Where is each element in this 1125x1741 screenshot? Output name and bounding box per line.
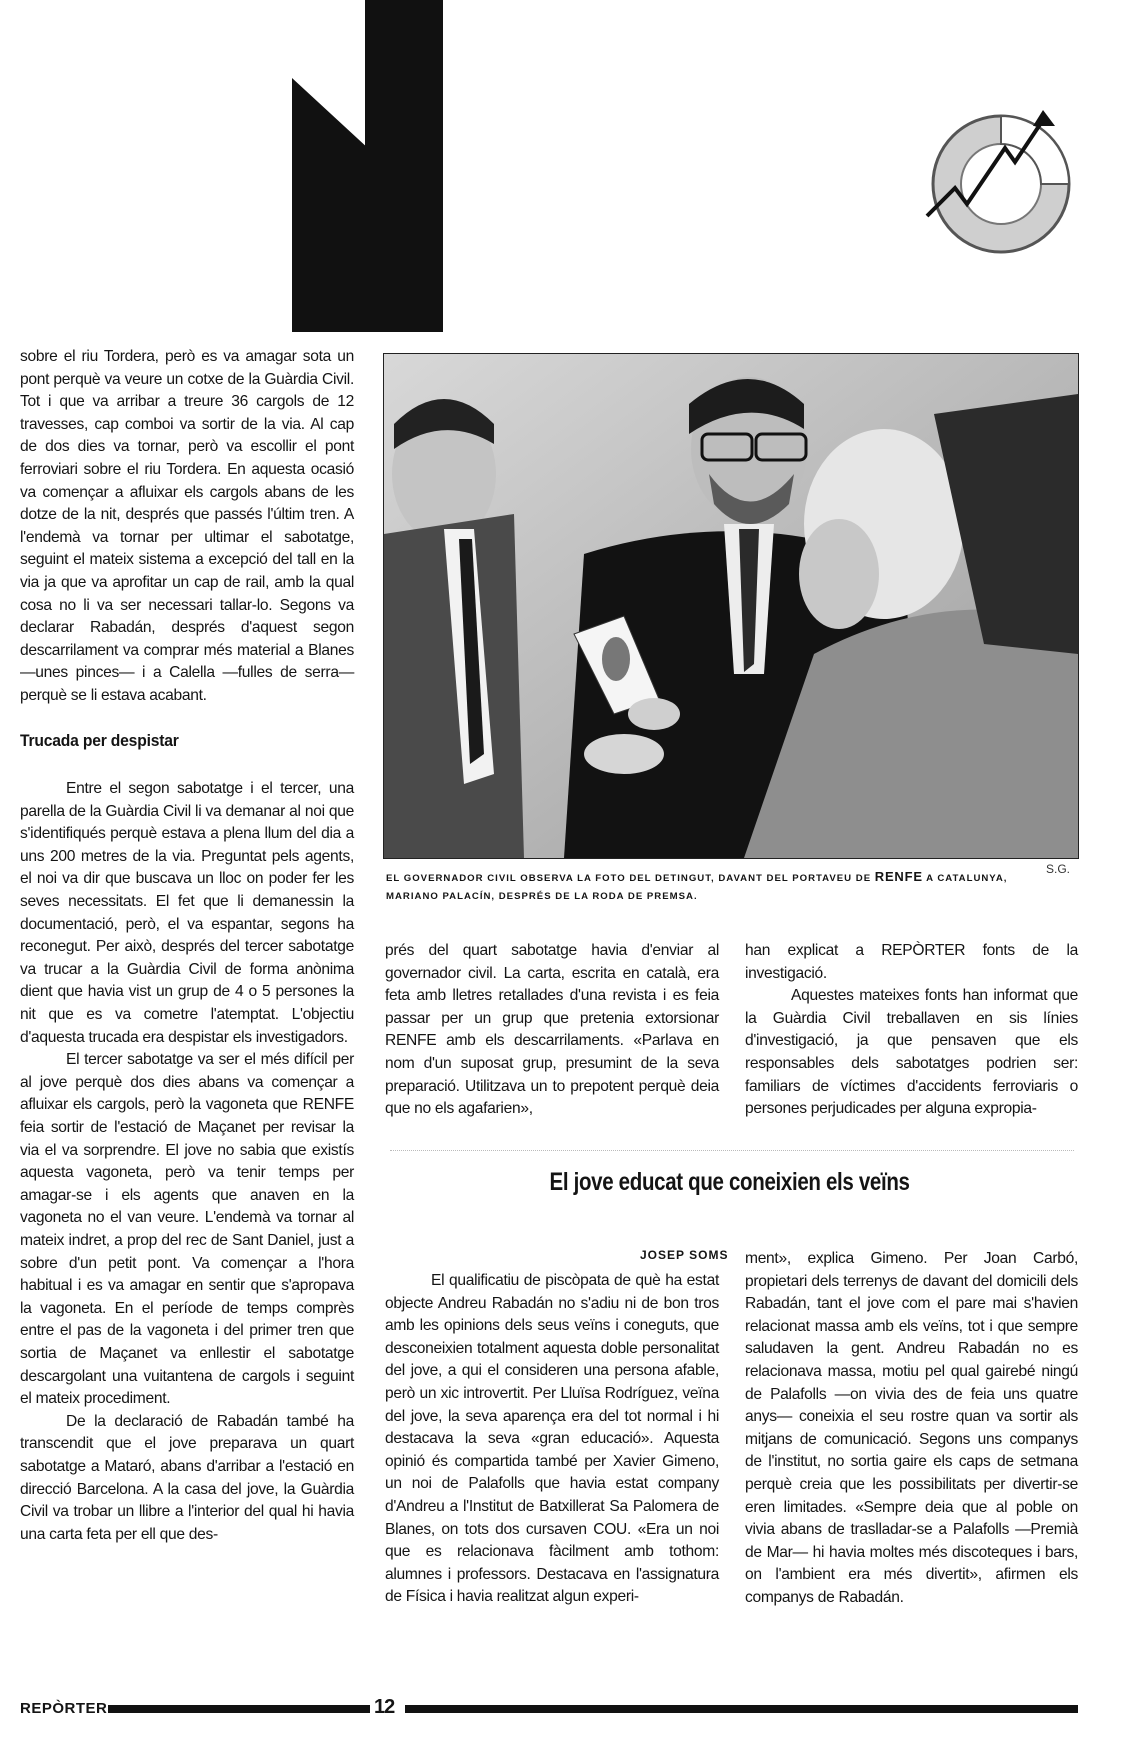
sidebar-headline [383, 1168, 1077, 1197]
sidebar-headline-text: El jove educat que coneixien els veïns [549, 1168, 911, 1196]
sidebar-column-1 [385, 1270, 719, 1609]
photo-credit: S.G. [1046, 862, 1071, 876]
article-paragraph: prés del quart sabotatge havia d'enviar al governador civil. La carta, escrita en català, era feta amb lletres retallades d'una revista i es feia passar per un grup que pretenia extorsionar RENFE amb els descarrilaments. «Parlava en nom d'un suposat grup, presumint de la seva preparació. Utilitzava un to prepotent perquè deia que no els agafarien», [385, 942, 719, 1118]
photo-caption [386, 868, 1026, 906]
article-paragraph: De la declaració de Rabadán també ha transcendit que el jove preparava un quart sabotatge a Mataró, abans d'arribar a l'estació en direcció Barcelona. A la casa del jove, la Guàrdia Civil va trobar un llibre a l'interior del qual hi havia una carta feta per ell que des- [20, 1412, 354, 1543]
article-paragraph: El tercer sabotatge va ser el més difícil per al jove perquè dos dies abans va començar a afluixar els cargols, però la vagoneta que RENFE feia sortir de l'estació de Maçanet per revisar la via el va sorprendre. El jove no sabia que existís aquesta vagoneta, però va tenir temps per amagar-se i els agents que anaven en la vagoneta no el van veure. L'endemà va tornar al mateix indret, a prop del rec de Sant Daniel, just a sobre d'un petit pont. Va començar a l'hora habitual i es va amagar en sentir que s'apropava la vagoneta. En el període de temps comprès entre el pas de la vagoneta i del primer tren que sortia de Maçanet va enllestir el sabotatge descargolant una vuitantena de cargols i seguint el mateix procediment. [20, 1051, 354, 1408]
page-number: 12 [374, 1696, 395, 1718]
article-paragraph: Entre el segon sabotatge i el tercer, una parella de la Guàrdia Civil li va demanar al noi que s'identifiqués perquè estava a plena llum del dia a uns 200 metres de la via. Preguntat pels agents, el noi va dir que buscava un lloc on poder fer les seves necessitats. El fet que li demanessin la documentació, però, el va espantar, segons ha reconegut. Per això, després del tercer sabotatge va trucar a la Guàrdia Civil de forma anònima dient que havia vist un grup de 4 o 5 persones la nit que es va cometre l'atemptat. L'objectiu d'aquesta trucada era despistar els investigadors. [20, 780, 354, 1046]
sidebar-paragraph: El qualificatiu de piscòpata de què ha estat objecte Andreu Rabadán no s'adiu ni de bon tros amb les opinions dels seus veïns i coneguts, que desconeixien totalment aquesta doble personalitat del jove, a qui el consideren una persona afable, però un xic introvertit. Per Lluïsa Rodríguez, veïna del jove, la seva aparença era del tot normal i hi destacava la seva «gran educació». Aquesta opinió és compartida també per Xavier Gimeno, un noi de Palafolls que havia estat company d'Andreu a l'Institut de Batxillerat Sa Palomera de Blanes, on tots dos cursaven COU. «Era un noi que es relacionava fàcilment amb tothom: alumnes i professors. Destacava en l'assignatura de Física i havia realitzat algun experi- [385, 1272, 719, 1606]
sidebar-column-2 [745, 1248, 1078, 1610]
article-paragraph: Aquestes mateixes fonts han informat que la Guàrdia Civil treballaven en sis línies d'investigació, ja que pensaven que els responsables dels sabotatges podrien ser: familiars de víctimes d'accidents ferroviaris o persones perjudicades per alguna expropia- [745, 987, 1078, 1118]
section-logo-n [292, 0, 443, 332]
caption-text: EL GOVERNADOR CIVIL OBSERVA LA FOTO DEL DETINGUT, DAVANT DEL PORTAVEU DE [386, 873, 875, 884]
caption-text-2: A CATALUNYA, MARIANO PALACÍN, DESPRÉS DE LA RODA DE PREMSA. [386, 873, 1008, 902]
article-paragraph: sobre el riu Tordera, però es va amagar sota un pont perquè va veure un cotxe de la Guàrdia Civil. Tot i que va arribar a treure 36 cargols de 12 travesses, cap comboi va sortir de la via. Al cap de dos dies va tornar, però va escollir el pont ferroviari sobre el riu Tordera. En aquesta ocasió va començar a afluixar els cargols abans de les dotze de la nit, després que passés l'últim tren. A l'endemà va tornar per ultimar el sabotatge, seguint el mateix sistema a excepció del tall en la via ja que va aprofitar un cap de rail, amb la qual cosa no li va ser necessari tallar-lo. Segons va declarar Rabadán, després d'aquest segon descarrilament va comprar més material a Blanes —unes pinces— i a Calella —fulles de serra— perquè se li estava acabant. [20, 348, 354, 704]
page-footer [20, 1698, 1078, 1724]
article-paragraph: han explicat a REPÒRTER fonts de la investigació. [745, 942, 1078, 982]
article-column-2 [385, 940, 719, 1121]
subheading: Trucada per despistar [20, 730, 179, 750]
photo-illustration [384, 354, 1078, 858]
article-column-1 [20, 346, 354, 1546]
byline: JOSEP SOMS [640, 1248, 729, 1262]
chart-logo-icon [915, 96, 1078, 266]
footer-rule-right [405, 1705, 1078, 1713]
footer-brand: REPÒRTER [20, 1700, 108, 1717]
divider [390, 1150, 1074, 1152]
footer-rule-left [108, 1705, 370, 1713]
news-photo [383, 353, 1079, 859]
caption-renfe: RENFE [874, 869, 923, 884]
sidebar-paragraph: ment», explica Gimeno. Per Joan Carbó, propietari dels terrenys de davant del domicili dels Rabadán, tant el jove com el pare mai s'havien relacionat massa amb els veïns, tot i que sempre saludaven la gent. Andreu Rabadán no es relacionava massa, motiu pel qual gairebé ningú de Palafolls —on vivia des de feia uns quatre anys— coneixia el seu rostre quan va sortir als mitjans de comunicació. Segons uns companys de l'institut, no sortia gaire els caps de setmana perquè creia que les possibilitats per divertir-se eren limitades. «Sempre deia que al poble on vivia abans de traslladar-se a Palafolls —Premià de Mar— hi havia moltes més discoteques i bars, on l'ambient era més divertit», afirmen els companys de Rabadán. [745, 1250, 1078, 1606]
article-column-3 [745, 940, 1078, 1121]
